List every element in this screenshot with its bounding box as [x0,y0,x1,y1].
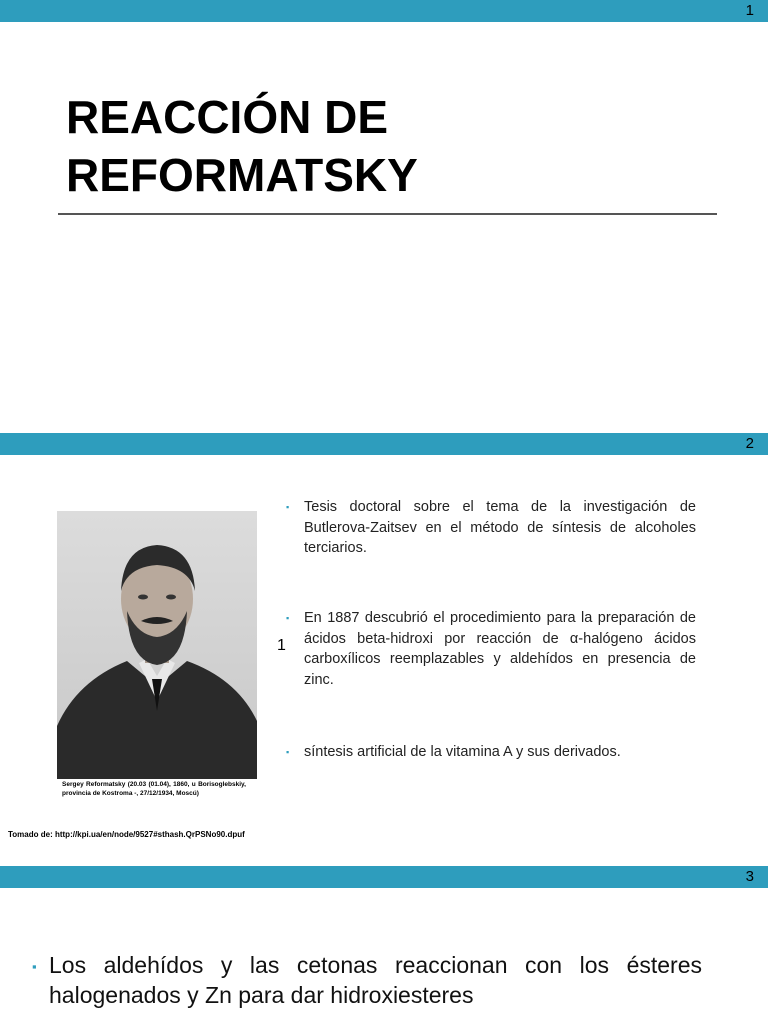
slide-1-header-bar [0,0,768,22]
title-line-1: REACCIÓN DE [66,91,389,143]
bullet-item [286,608,696,690]
slide-2-number: 2 [745,435,754,452]
slide-3-bullet-item [32,950,702,1010]
portrait-photo [57,511,257,779]
photo-caption: Sergey Reformatsky (20.03 (01.04), 1860, u Borisoglebskiy, provincia de Kostroma -‚ 27/12/1934, Moscú) [62,781,246,797]
bullet-text: En 1887 descubrió el procedimiento para la preparación de ácidos beta-hidroxi por reacción de α-halógeno ácidos carboxílicos reemplazables y aldehídos en presencia de zinc. [304,610,696,688]
slide-1-number: 1 [745,2,754,19]
bullet-text: Los aldehídos y las cetonas reaccionan con los ésteres halogenados y Zn para dar hidroxiesteres [49,952,702,1008]
bullet-icon: ▪ [32,959,37,974]
bullet-text: Tesis doctoral sobre el tema de la investigación de Butlerova-Zaitsev en el método de síntesis de alcoholes terciarios. [304,499,696,556]
source-citation: Tomado de: http://kpi.ua/en/node/9527#sthash.QrPSNo90.dpuf [8,830,245,839]
portrait-illustration [57,511,257,779]
title-line-2: REFORMATSKY [66,149,418,201]
bullet-icon: ▪ [286,502,290,512]
slide-3-header-bar [0,866,768,888]
slide-1-title [66,88,706,204]
bullet-item [286,497,696,559]
bullet-text: síntesis artificial de la vitamina A y sus derivados. [304,744,621,760]
bullet-icon: ▪ [286,613,290,623]
bullet-item [286,742,696,763]
footnote-mark: 1 [277,637,286,654]
bullet-icon: ▪ [286,747,290,757]
title-divider [58,213,717,215]
slide-2-header-bar [0,433,768,455]
slide-3-number: 3 [745,868,754,885]
